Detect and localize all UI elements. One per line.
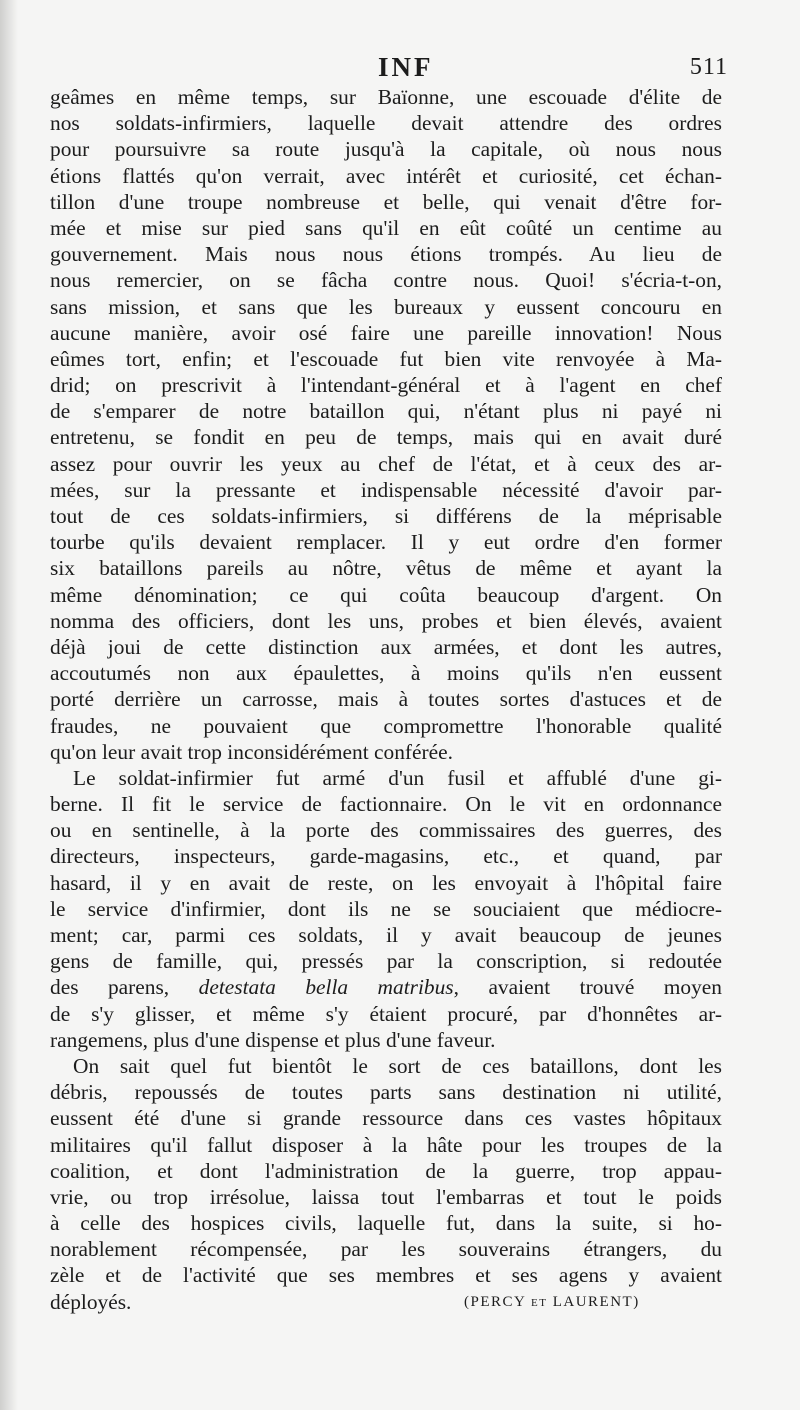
paragraph-2	[50, 765, 722, 1053]
text-fragment: des parens,	[50, 975, 199, 1000]
text-line: tillon d'une troupe nombreuse et belle, qui venait d'être for-	[50, 189, 722, 214]
text-line: coalition, et dont l'administration de la guerre, trop appau-	[50, 1158, 722, 1183]
text-line: eûmes tort, enfin; et l'escouade fut bien vite renvoyée à Ma-	[50, 346, 722, 371]
text-line: tourbe qu'ils devaient remplacer. Il y eut ordre d'en former	[50, 530, 722, 555]
text-line: six bataillons pareils au nôtre, vêtus de même et ayant la	[50, 556, 722, 581]
text-line: fraudes, ne pouvaient que compromettre l'honorable qualité	[50, 713, 722, 738]
text-line: déjà joui de cette distinction aux armées, et dont les autres,	[50, 634, 722, 659]
text-line: même dénomination; ce qui coûta beaucoup d'argent. On	[50, 582, 722, 607]
text-line: zèle et de l'activité que ses membres et ses agens y avaient	[50, 1263, 722, 1288]
text-line: porté derrière un carrosse, mais à toutes sortes d'astuces et de	[50, 687, 722, 712]
text-line: gouvernement. Mais nous nous étions trompés. Au lieu de	[50, 242, 722, 267]
text-line: assez pour ouvrir les yeux au chef de l'état, et à ceux des ar-	[50, 451, 722, 476]
text-line: rangemens, plus d'une dispense et plus d'une faveur.	[50, 1027, 496, 1052]
text-line: berne. Il fit le service de factionnaire. On le vit en ordonnance	[50, 792, 722, 817]
text-line: nomma des officiers, dont les uns, probes et bien élevés, avaient	[50, 608, 722, 633]
latin-quotation: detestata bella matribus	[198, 975, 454, 1000]
text-line: hasard, il y en avait de reste, on les envoyait à l'hôpital faire	[50, 870, 722, 895]
text-line: On sait quel fut bientôt le sort de ces bataillons, dont les	[73, 1053, 722, 1078]
author-signature: (PERCY et LAURENT)	[464, 1293, 640, 1310]
text-line: drid; on prescrivit à l'intendant-général et à l'agent en chef	[50, 373, 722, 398]
text-line: Le soldat-infirmier fut armé d'un fusil et affublé d'une gi-	[73, 765, 722, 790]
text-line: vrie, ou trop irrésolue, laissa tout l'embarras et tout le poids	[50, 1184, 722, 1209]
text-line: aucune manière, avoir osé faire une pareille innovation! Nous	[50, 320, 722, 345]
text-line: norablement récompensée, par les souverains étrangers, du	[50, 1237, 722, 1262]
text-fragment: , avaient trouvé moyen	[453, 975, 722, 1000]
text-line: ment; car, parmi ces soldats, il y avait beaucoup de jeunes	[50, 923, 722, 947]
text-line: geâmes en même temps, sur Baïonne, une escouade d'élite de	[50, 85, 722, 109]
text-line: directeurs, inspecteurs, garde-magasins, etc., et quand, par	[50, 844, 722, 869]
text-line: qu'on leur avait trop inconsidérément conférée.	[50, 739, 453, 764]
text-line: eussent été d'une si grande ressource dans ces vastes hôpitaux	[50, 1106, 722, 1131]
running-head	[50, 52, 728, 84]
text-line: tout de ces soldats-infirmiers, si différens de la méprisable	[50, 504, 722, 528]
text-line	[50, 974, 722, 1000]
paragraph-1	[50, 84, 722, 765]
text-line: entretenu, se fondit en peu de temps, mais qui en avait duré	[50, 425, 722, 450]
text-line: ou en sentinelle, à la porte des commissaires des guerres, des	[50, 818, 722, 843]
text-line: nos soldats-infirmiers, laquelle devait attendre des ordres	[50, 111, 722, 136]
text-line: de s'emparer de notre bataillon qui, n'étant plus ni payé ni	[50, 399, 722, 424]
text-line: nous remercier, on se fâcha contre nous. Quoi! s'écria-t-on,	[50, 268, 722, 293]
paragraph-3	[50, 1053, 722, 1315]
final-line	[50, 1289, 722, 1315]
text-line: le service d'infirmier, dont ils ne se souciaient que médiocre-	[50, 896, 722, 921]
page-number: 511	[689, 54, 728, 80]
text-line: à celle des hospices civils, laquelle fut, dans la suite, si ho-	[50, 1211, 722, 1236]
text-line: pour poursuivre sa route jusqu'à la capitale, où nous nous	[50, 137, 722, 162]
text-line: de s'y glisser, et même s'y étaient procuré, par d'honnêtes ar-	[50, 1001, 722, 1026]
text-line: débris, repoussés de toutes parts sans destination ni utilité,	[50, 1080, 722, 1105]
text-line: accoutumés non aux épaulettes, à moins qu'ils n'en eussent	[50, 661, 722, 686]
text-fragment: déployés.	[50, 1289, 132, 1314]
text-line: gens de famille, qui, pressés par la conscription, si redoutée	[50, 949, 722, 974]
text-line: mée et mise sur pied sans qu'il en eût coûté un centime au	[50, 215, 722, 240]
text-line: militaires qu'il fallut disposer à la hâte pour les troupes de la	[50, 1132, 722, 1157]
body-text	[50, 84, 722, 1315]
text-line: sans mission, et sans que les bureaux y eussent concouru en	[50, 294, 722, 319]
text-line: étions flattés qu'on verrait, avec intérêt et curiosité, cet échan-	[50, 163, 722, 188]
text-line: mées, sur la pressante et indispensable nécessité d'avoir par-	[50, 477, 722, 502]
running-title: INF	[378, 52, 434, 82]
page-gutter-shadow	[0, 0, 18, 1410]
